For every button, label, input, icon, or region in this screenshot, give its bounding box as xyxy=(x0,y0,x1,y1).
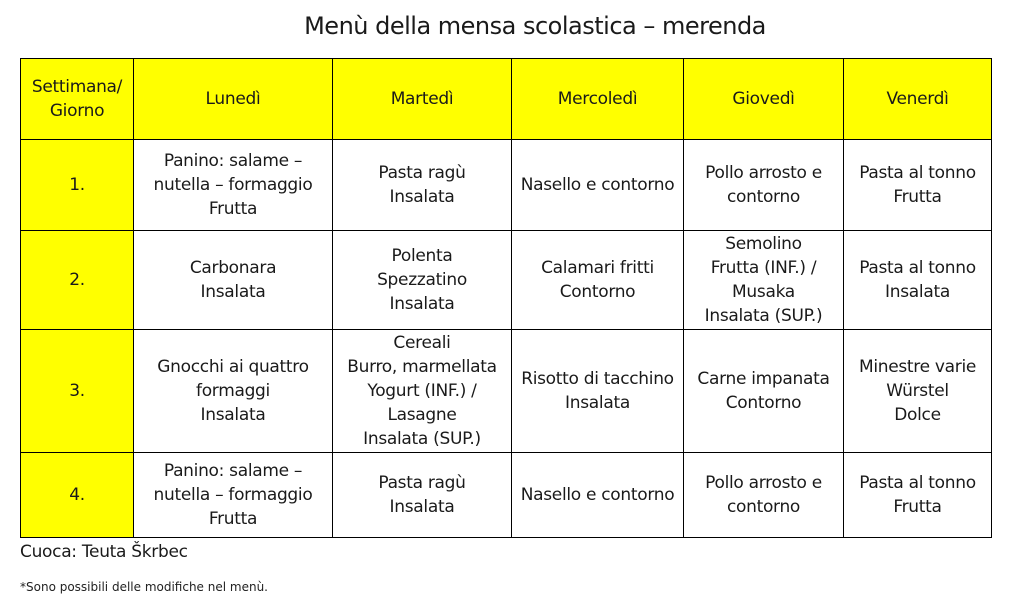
header-cell-mercoledi: Mercoledì xyxy=(512,59,684,140)
menu-cell-venerdi xyxy=(844,453,992,538)
menu-cell-lunedi xyxy=(134,140,333,231)
table-row xyxy=(21,453,992,538)
menu-cell-martedi xyxy=(333,453,512,538)
menu-item-line: Insalata xyxy=(200,282,266,302)
week-number-cell: 1. xyxy=(21,140,134,231)
menu-item-line: nutella – formaggio xyxy=(153,485,313,505)
menu-item-line: Nasello e contorno xyxy=(520,485,675,505)
menu-table xyxy=(20,58,992,538)
menu-cell-lunedi xyxy=(134,330,333,453)
menu-item-line: Insalata xyxy=(200,405,266,425)
menu-item-line: Pasta al tonno xyxy=(859,163,976,183)
menu-item-line: formaggi xyxy=(196,381,270,401)
menu-item-line: Gnocchi ai quattro xyxy=(157,357,309,377)
menu-item-line: Frutta xyxy=(208,509,258,529)
menu-cell-venerdi xyxy=(844,140,992,231)
menu-item-line: Spezzatino xyxy=(377,270,467,290)
menu-item-line: Frutta (INF.) / xyxy=(710,258,817,278)
header-week-label: Settimana/ xyxy=(31,77,123,97)
menu-item-line: Musaka xyxy=(732,282,795,302)
menu-item-line: Contorno xyxy=(559,282,636,302)
week-number-cell: 2. xyxy=(21,231,134,330)
menu-item-line: Insalata xyxy=(389,294,455,314)
cook-credit: Cuoca: Teuta Škrbec xyxy=(20,542,188,562)
menu-cell-martedi xyxy=(333,140,512,231)
menu-item-line: Carne impanata xyxy=(697,369,830,389)
menu-disclaimer: *Sono possibili delle modifiche nel menù. xyxy=(20,580,268,594)
menu-item-line: Frutta xyxy=(208,199,258,219)
menu-cell-martedi xyxy=(333,231,512,330)
menu-item-line: Insalata (SUP.) xyxy=(363,429,481,449)
menu-item-line: Burro, marmellata xyxy=(347,357,497,377)
menu-item-line: Minestre varie xyxy=(858,357,977,377)
header-day-label: Giorno xyxy=(49,101,105,121)
table-row xyxy=(21,231,992,330)
table-row xyxy=(21,330,992,453)
menu-item-line: Calamari fritti xyxy=(541,258,654,278)
menu-cell-giovedi xyxy=(684,453,844,538)
week-number-cell: 4. xyxy=(21,453,134,538)
menu-item-line: nutella – formaggio xyxy=(153,175,313,195)
menu-item-line: contorno xyxy=(726,187,801,207)
menu-item-line: Insalata xyxy=(885,282,950,302)
menu-cell-mercoledi xyxy=(512,453,684,538)
menu-item-line: Contorno xyxy=(725,393,802,413)
menu-cell-martedi xyxy=(333,330,512,453)
menu-item-line: Panino: salame – xyxy=(163,461,303,481)
menu-item-line: Frutta xyxy=(893,497,942,517)
week-number-cell: 3. xyxy=(21,330,134,453)
menu-item-line: Insalata xyxy=(389,497,455,517)
header-cell-martedi: Martedì xyxy=(333,59,512,140)
menu-item-line: Risotto di tacchino xyxy=(521,369,674,389)
menu-item-line: Pasta al tonno xyxy=(859,473,976,493)
menu-item-line: Yogurt (INF.) / xyxy=(367,381,477,401)
menu-item-line: Insalata xyxy=(565,393,630,413)
menu-item-line: Nasello e contorno xyxy=(520,175,675,195)
menu-cell-mercoledi xyxy=(512,330,684,453)
menu-item-line: Pasta al tonno xyxy=(859,258,976,278)
table-row xyxy=(21,140,992,231)
menu-cell-giovedi xyxy=(684,231,844,330)
page-title: Menù della mensa scolastica – merenda xyxy=(304,12,766,40)
menu-item-line: Semolino xyxy=(725,234,802,254)
table-header-row xyxy=(21,59,992,140)
menu-item-line: Würstel xyxy=(886,381,949,401)
menu-cell-lunedi xyxy=(134,453,333,538)
menu-cell-mercoledi xyxy=(512,140,684,231)
menu-item-line: Pasta ragù xyxy=(378,163,466,183)
menu-item-line: Cereali xyxy=(393,333,451,353)
menu-cell-giovedi xyxy=(684,140,844,231)
menu-cell-lunedi xyxy=(134,231,333,330)
menu-item-line: Frutta xyxy=(893,187,942,207)
menu-item-line: Lasagne xyxy=(387,405,457,425)
menu-item-line: Carbonara xyxy=(189,258,277,278)
header-cell-giovedi: Giovedì xyxy=(684,59,844,140)
menu-cell-giovedi xyxy=(684,330,844,453)
menu-item-line: contorno xyxy=(726,497,801,517)
menu-item-line: Pasta ragù xyxy=(378,473,466,493)
menu-item-line: Insalata (SUP.) xyxy=(704,306,823,326)
header-cell-venerdi: Venerdì xyxy=(844,59,992,140)
menu-cell-mercoledi xyxy=(512,231,684,330)
header-cell-lunedi: Lunedì xyxy=(134,59,333,140)
menu-item-line: Polenta xyxy=(391,246,453,266)
header-cell-week-day xyxy=(21,59,134,140)
menu-cell-venerdi xyxy=(844,330,992,453)
menu-cell-venerdi xyxy=(844,231,992,330)
menu-item-line: Pollo arrosto e xyxy=(705,473,822,493)
menu-item-line: Pollo arrosto e xyxy=(705,163,822,183)
menu-item-line: Insalata xyxy=(389,187,455,207)
menu-item-line: Dolce xyxy=(894,405,941,425)
menu-item-line: Panino: salame – xyxy=(163,151,303,171)
